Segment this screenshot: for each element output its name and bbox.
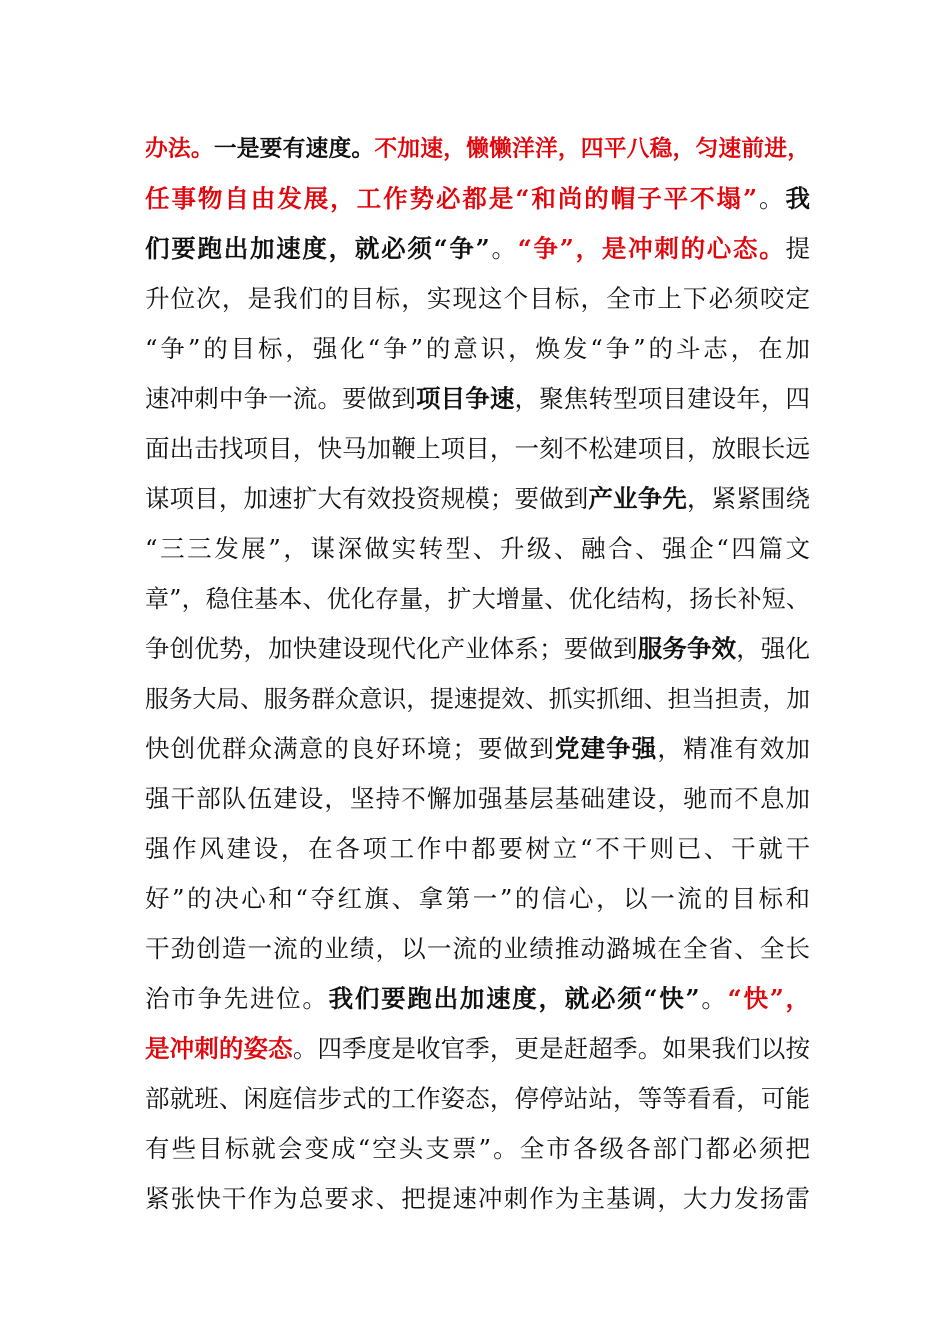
bold-text-run: 一是要有速度。: [213, 136, 375, 162]
bold-text-run: 们要跑出加速度，就必须“争”: [145, 234, 490, 263]
text-line: [145, 924, 810, 974]
text-run: 。: [757, 184, 786, 213]
text-run: “三三发展”，谋深做实转型、升级、融合、强企“四篇文: [145, 534, 810, 563]
text-line: [145, 974, 810, 1024]
text-run: 强作风建设，在各项工作中都要树立“不干则已、干就干: [145, 834, 810, 863]
text-line: [145, 474, 810, 524]
text-line: [145, 274, 810, 324]
red-emphasis-run: 任事物自由发展，工作势必都是“和尚的帽子平不塌”: [145, 184, 758, 213]
text-run: 快创优群众满意的良好环境；要做到: [145, 734, 555, 763]
text-run: 面出击找项目，快马加鞭上项目，一刻不松建项目，放眼长远: [145, 434, 810, 463]
text-run: “争”的目标，强化“争”的意识，焕发“争”的斗志，在加: [145, 334, 810, 363]
red-emphasis-run: 不加速，懒懒洋洋，四平八稳，匀速前进，: [374, 136, 810, 162]
text-line: [145, 124, 810, 174]
bold-text-run: 我: [785, 184, 810, 213]
text-run: 。: [699, 984, 728, 1013]
text-line: [145, 1074, 810, 1124]
text-run: 治市争先进位。: [145, 984, 329, 1013]
text-line: [145, 224, 810, 274]
bold-text-run: 我们要跑出加速度，就必须“快”: [328, 984, 700, 1013]
text-run: ，聚焦转型项目建设年，四: [514, 384, 811, 413]
text-run: 升位次，是我们的目标，实现这个目标，全市上下必须咬定: [145, 284, 810, 313]
text-run: 谋项目，加速扩大有效投资规模；要做到: [145, 484, 589, 513]
red-emphasis-run: 是冲刺的姿态: [145, 1034, 293, 1063]
bold-text-run: 服务争效: [637, 634, 737, 663]
text-line: [145, 874, 810, 924]
text-run: 。: [489, 234, 518, 263]
text-run: 争创优势，加快建设现代化产业体系；要做到: [145, 634, 638, 663]
text-line: [145, 1124, 810, 1174]
text-line: [145, 1174, 810, 1224]
bold-text-run: 产业争先: [588, 484, 687, 513]
text-run: 部就班、闲庭信步式的工作姿态，停停站站，等等看看，可能: [145, 1084, 810, 1113]
text-line: [145, 174, 810, 224]
text-run: 提: [785, 234, 811, 263]
text-run: 速冲刺中争一流。要做到: [145, 384, 416, 413]
text-line: [145, 574, 810, 624]
text-run: 。四季度是收官季，更是赶超季。如果我们以按: [292, 1034, 811, 1063]
text-line: [145, 724, 810, 774]
text-run: ，精准有效加: [657, 734, 811, 763]
text-line: [145, 624, 810, 674]
text-run: 紧张快干作为总要求、把提速冲刺作为主基调，大力发扬雷: [145, 1184, 810, 1213]
bold-text-run: 项目争速: [415, 384, 515, 413]
text-line: [145, 524, 810, 574]
text-run: 章”，稳住基本、优化存量，扩大增量、优化结构，扬长补短、: [145, 585, 810, 613]
red-emphasis-run: 办法。: [145, 136, 214, 162]
text-run: 服务大局、服务群众意识，提速提效、抓实抓细、担当担责，加: [145, 685, 811, 713]
text-run: ，强化: [736, 634, 811, 663]
text-run: 干劲创造一流的业绩，以一流的业绩推动潞城在全省、全长: [145, 934, 810, 963]
bold-text-run: 党建争强: [554, 734, 658, 763]
text-run: 强干部队伍建设，坚持不懈加强基层基础建设，驰而不息加: [145, 784, 810, 813]
text-run: 有些目标就会变成“空头支票”。全市各级各部门都必须把: [145, 1134, 810, 1163]
text-line: [145, 324, 810, 374]
text-line: [145, 374, 810, 424]
text-line: [145, 674, 810, 724]
text-line: [145, 774, 810, 824]
text-line: [145, 824, 810, 874]
red-emphasis-run: “争”，是冲刺的心态。: [517, 234, 786, 263]
text-run: ，紧紧围绕: [686, 484, 811, 513]
text-line: [145, 424, 810, 474]
red-emphasis-run: “快”，: [727, 984, 811, 1013]
text-run: 好”的决心和“夺红旗、拿第一”的信心，以一流的目标和: [145, 884, 810, 913]
body-text: [145, 124, 810, 1224]
text-line: [145, 1024, 810, 1074]
